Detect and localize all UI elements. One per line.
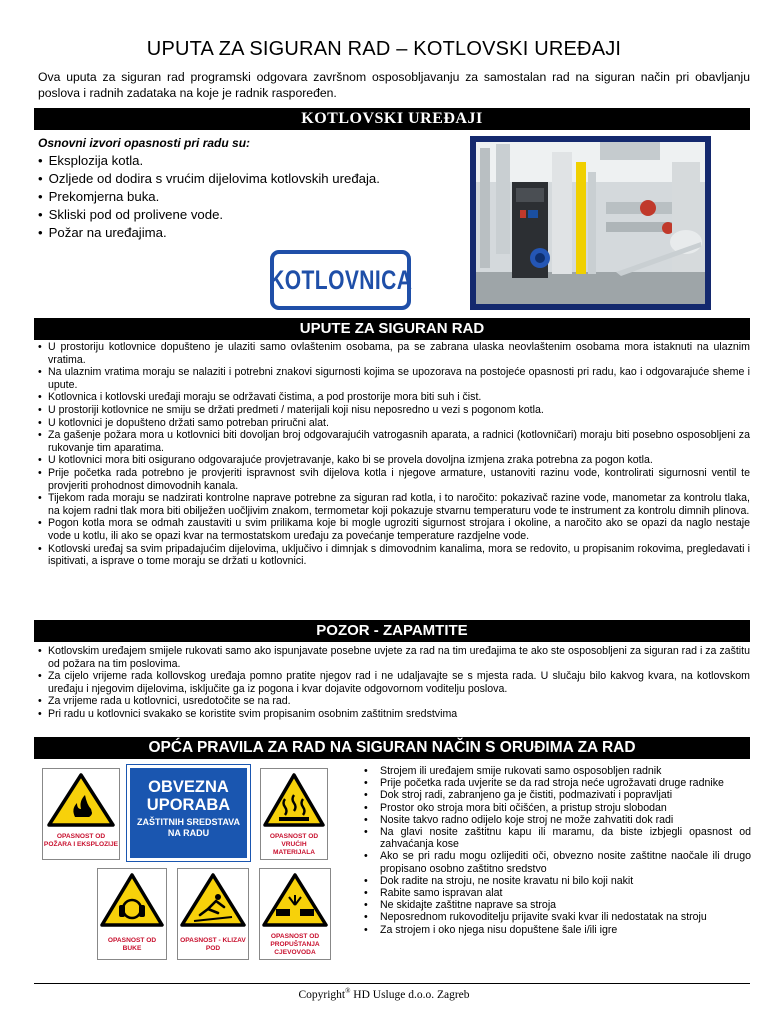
copyright-owner: HD Usluge d.o.o. Zagreb: [350, 988, 470, 1001]
mandatory-sign-line: UPORABA: [146, 796, 231, 814]
warning-signs-grid: [34, 762, 352, 984]
list-item: • Prije početka rada uvjerite se da rad stroja neće ugrožavati druge radnike: [360, 777, 751, 789]
section-header-kotlovski: KOTLOVSKI UREĐAJI: [34, 108, 750, 130]
mandatory-sign-line: ZAŠTITNIH SREDSTAVA: [137, 817, 240, 827]
list-item: • Prostor oko stroja mora biti očišćen, a pristup stroju slobodan: [360, 802, 751, 814]
noise-sign: [97, 868, 167, 960]
list-item: • Kotlovskim uređajem smijele rukovati samo ako ispunjavate posebne uvjete za rad na tim uređajima te ako ste osposobljeni za siguran rad i za zaštitu od požara na tim poslovima.: [38, 645, 750, 670]
list-item: • Za strojem i oko njega nisu dopuštene šale i/ili igre: [360, 924, 751, 936]
sign-caption: OPASNOST OD PROPUŠTANJA CJEVOVODA: [270, 933, 320, 956]
list-item: • Pri radu u kotlovnici svakako se koristite svim propisanim osobnim zaštitnim sredstvima: [38, 708, 750, 721]
list-item: • Pogon kotla mora se odmah zaustaviti u svim prilikama koje bi mogle ugroziti sigurnost strojara i okoline, a naročito ako se opazi da naglo nestaje vode u kotlu, ili ako se opazi kvar na termostatskom uređaju za povećanje temperature razdjelne vode.: [38, 517, 750, 542]
list-item: • Prekomjerna buka.: [38, 188, 380, 206]
list-item: • Strojem ili uređajem smije rukovati samo osposobljen radnik: [360, 765, 751, 777]
list-item: • Kotlovski uređaj sa svim pripadajućim dijelovima, uključivo i dimnjak s dimovodnim kanalima, mora se redovito, u propisanim rokovima, pregledavati i ispitivati, a isprave o tome moraju se držati u kotlovnici.: [38, 543, 750, 568]
sign-caption: OPASNOST OD VRUĆIH MATERIJALA: [269, 833, 319, 856]
list-item: • Eksplozija kotla.: [38, 152, 380, 170]
section-header-opca-pravila: OPĆA PRAVILA ZA RAD NA SIGURAN NAČIN S ORUĐIMA ZA RAD: [34, 737, 750, 759]
list-item: • Dok stroj radi, zabranjeno ga je čistiti, podmazivati i popravljati: [360, 789, 751, 801]
list-item: • U kotlovnici mora biti osigurano odgovarajuće provjetravanje, kako bi se provela dovoljna izmjena zraka potrebna za pogon kotla.: [38, 454, 750, 467]
list-item: • Skliski pod od prolivene vode.: [38, 206, 380, 224]
copyright-footer: [0, 987, 768, 1001]
hot-materials-sign: [260, 768, 328, 860]
list-item: • Dok radite na stroju, ne nosite kravatu ni bilo koji nakit: [360, 875, 751, 887]
hazards-lead: Osnovni izvori opasnosti pri radu su:: [38, 136, 251, 150]
list-item: • Za gašenje požara mora u kotlovnici biti dovoljan broj odgovarajućih vatrogasnih aparata, a radnici (kotlovničari) moraju biti posebno osposobljeni za rukovanje tim aparatima.: [38, 429, 750, 454]
intro-paragraph: Ova uputa za siguran rad programski odgovara završnom osposobljavanju za samostalan rad na siguran način pri obavljanju poslova i radnih zadataka na koje je radnik raspoređen.: [38, 70, 750, 100]
list-item: • Ozljede od dodira s vrućim dijelovima kotlovskih uređaja.: [38, 170, 380, 188]
kotlovnica-sign: [270, 250, 411, 310]
section-header-pozor: POZOR - ZAPAMTITE: [34, 620, 750, 642]
list-item: • Tijekom rada moraju se nadzirati kontrolne naprave potrebne za siguran rad kotla, i to naročito: pokazivač razine vode, manometar za kontrolu tlaka, na kojem radni tlak mora biti obilježen uočljivim znakom, termometar koji pokazuje stvarnu temperaturu vode te instrument za kontrolu dimnih plinova.: [38, 492, 750, 517]
list-item: • U prostoriji kotlovnice ne smiju se držati predmeti / materijali koji nisu neposredno u vezi s pogonom kotla.: [38, 404, 750, 417]
list-item: • Kotlovnica i kotlovski uređaji moraju se održavati čistima, a pod prostorije mora biti suh i čist.: [38, 391, 750, 404]
list-item: • Rabite samo ispravan alat: [360, 887, 751, 899]
footer-divider: [34, 983, 750, 984]
list-item: • Za vrijeme rada u kotlovnici, usredotočite se na rad.: [38, 695, 750, 708]
hazards-list: [38, 152, 380, 242]
explosive-flame-icon: [43, 769, 119, 829]
fire-explosion-sign: [42, 768, 120, 860]
pipe-leak-icon: [260, 869, 330, 929]
general-rules-list: [360, 765, 751, 936]
list-item: • Za cijelo vrijeme rada kollovskog uređaja pomno pratite njegov rad i ne udaljavajte se s mjesta rada. U slučaju bilo kakvog kvara, na kotlovskom uređaju i njegovim dijelovima, isključite ga iz pogona i kvar dojavite odgovornom voditelju poslova.: [38, 670, 750, 695]
hot-surface-icon: [261, 769, 327, 829]
list-item: • Ne skidajte zaštitne naprave sa stroja: [360, 899, 751, 911]
list-item: • Na glavi nosite zaštitnu kapu ili maramu, da biste izbjegli opasnost od zahvaćanja kose: [360, 826, 751, 850]
list-item: • Neposrednom rukovoditelju prijavite svaki kvar ili nedostatak na stroju: [360, 911, 751, 923]
mandatory-ppe-sign: [127, 765, 250, 861]
list-item: • Na ulaznim vratima moraju se nalaziti i potrebni znakovi sigurnosti kojima se upozorava na postojeće opasnosti pri radu, kao i odgovarajuće sheme i upute.: [38, 366, 750, 391]
list-item: • U kotlovnici je dopušteno držati samo potreban priručni alat.: [38, 417, 750, 430]
kotlovnica-sign-text: KOTLOVNICA: [268, 264, 413, 295]
mandatory-sign-line: OBVEZNA: [148, 778, 229, 796]
boiler-room-photo: [470, 136, 711, 310]
list-item: • Ako se pri radu mogu ozlijediti oči, obvezno nosite zaštitne naočale ili drugo propisano osobno zaštitno sredstvo: [360, 850, 751, 874]
list-item: • Nosite takvo radno odijelo koje stroj ne može zahvatiti dok radi: [360, 814, 751, 826]
page-title: UPUTA ZA SIGURAN RAD – KOTLOVSKI UREĐAJI: [146, 38, 622, 60]
mandatory-sign-line: NA RADU: [167, 828, 210, 838]
copyright-prefix: Copyright: [298, 988, 346, 1001]
slippery-floor-icon: [178, 869, 248, 929]
registered-mark: ®: [345, 987, 351, 995]
safety-instructions-list: [38, 341, 750, 568]
pipe-leak-sign: [259, 868, 331, 960]
ear-protection-icon: [98, 869, 166, 929]
list-item: • U prostoriju kotlovnice dopušteno je ulaziti samo ovlaštenim osobama, pa se zabrana ulaska neovlaštenim osobama mora istaknuti na ulaznim vratima.: [38, 341, 750, 366]
section-header-upute: UPUTE ZA SIGURAN RAD: [34, 318, 750, 340]
list-item: • Prije početka rada potrebno je provjeriti ispravnost svih dijelova kotla i njegove armature, ustanoviti razinu vode, kontrolirati sigurnosni ventil te provjeriti prohodnost dimovodnih kanala.: [38, 467, 750, 492]
boiler-room-illustration: [476, 142, 705, 304]
sign-caption: OPASNOST OD BUKE: [107, 937, 157, 952]
slippery-floor-sign: [177, 868, 249, 960]
attention-list: [38, 645, 750, 721]
list-item: • Požar na uređajima.: [38, 224, 380, 242]
sign-caption: OPASNOST - KLIZAV POD: [180, 937, 246, 952]
sign-caption: OPASNOST OD POŽARA I EKSPLOZIJE: [43, 833, 119, 848]
